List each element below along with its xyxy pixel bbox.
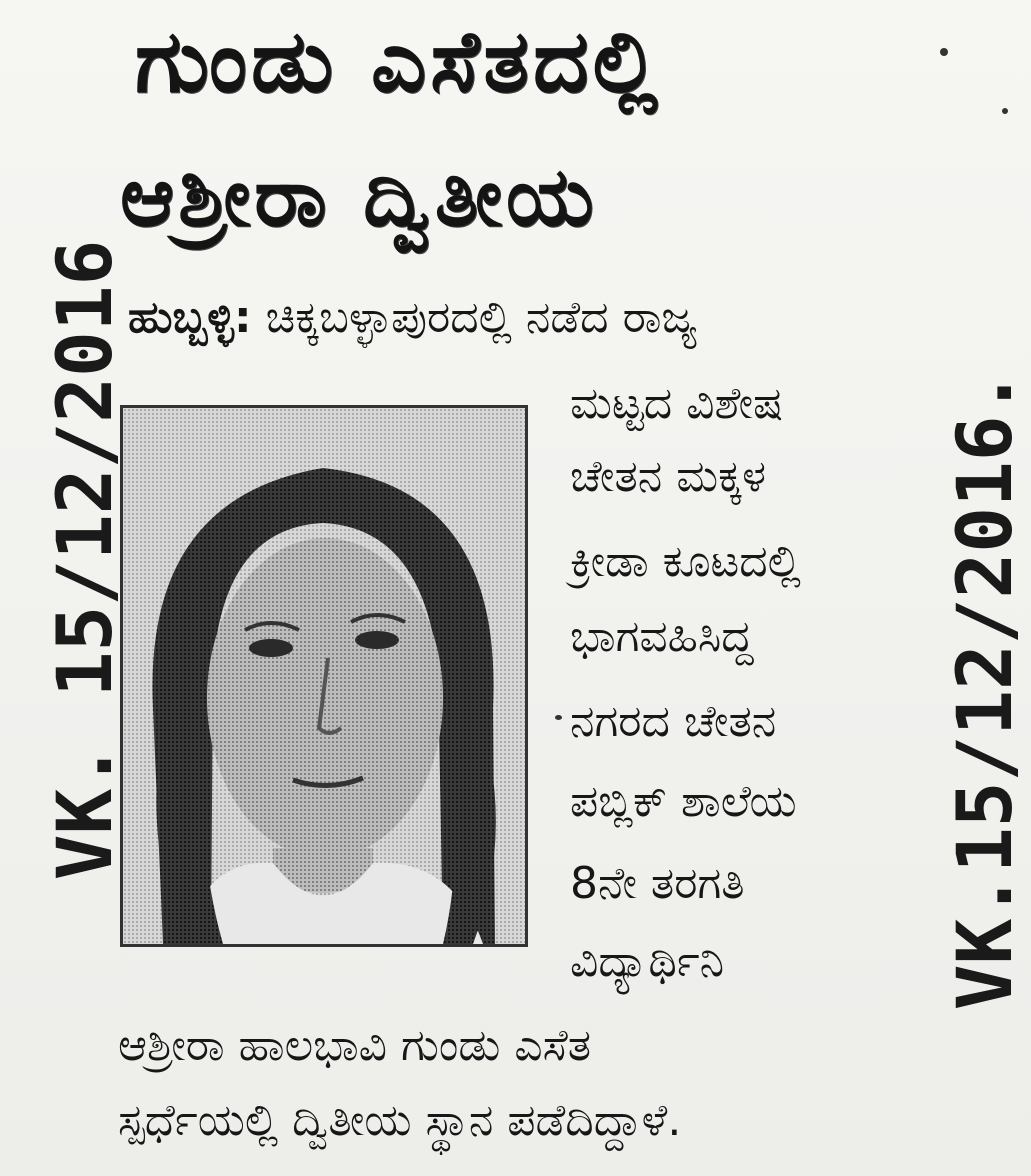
body-line-5: ನಗರದ ಚೇತನ [570, 696, 777, 747]
body-line-2: ಚೇತನ ಮಕ್ಕಳ [570, 451, 766, 502]
dateline-text: ಚಿಕ್ಕಬಳ್ಳಾಪುರದಲ್ಲಿ ನಡೆದ ರಾಜ್ಯ [251, 292, 698, 343]
ink-speck [555, 715, 562, 720]
body-line-9: ಆಶ್ರೀರಾ ಹಾಲಭಾವಿ ಗುಂಡು ಎಸೆತ [118, 1020, 592, 1071]
dateline-place: ಹುಬ್ಬಳ್ಳಿ: [128, 292, 252, 343]
body-line-3: ಕ್ರೀಡಾ ಕೂಟದಲ್ಲಿ [570, 536, 801, 587]
headline-line-1: ಗುಂಡು ಎಸೆತದಲ್ಲಿ [135, 12, 662, 112]
body-line-4: ಭಾಗವಹಿಸಿದ್ದ [570, 611, 754, 662]
handwritten-date-right-text: VK.15/12/2016. [940, 369, 1029, 1011]
body-line-6: ಪಬ್ಲಿಕ್ ಶಾಲೆಯ [570, 776, 797, 827]
handwritten-date-left-text: VK. 15/12/2016 [40, 239, 129, 881]
ink-speck [1002, 108, 1008, 114]
body-line-1: ಮಟ್ಟದ ವಿಶೇಷ [570, 378, 783, 429]
body-line-10: ಸ್ಪರ್ಧೆಯಲ್ಲಿ ದ್ವಿತೀಯ ಸ್ಥಾನ ಪಡೆದಿದ್ದಾಳೆ. [118, 1095, 682, 1146]
dateline [128, 292, 697, 343]
body-line-8: ವಿದ್ಯಾರ್ಥಿನಿ [570, 936, 725, 987]
headline-line-2: ಆಶ್ರೀರಾ ದ್ವಿತೀಯ [120, 150, 598, 245]
body-line-7: 8ನೇ ತರಗತಿ [570, 858, 745, 909]
ink-speck [940, 48, 948, 56]
student-photo [120, 405, 528, 947]
portrait-image [123, 408, 525, 944]
